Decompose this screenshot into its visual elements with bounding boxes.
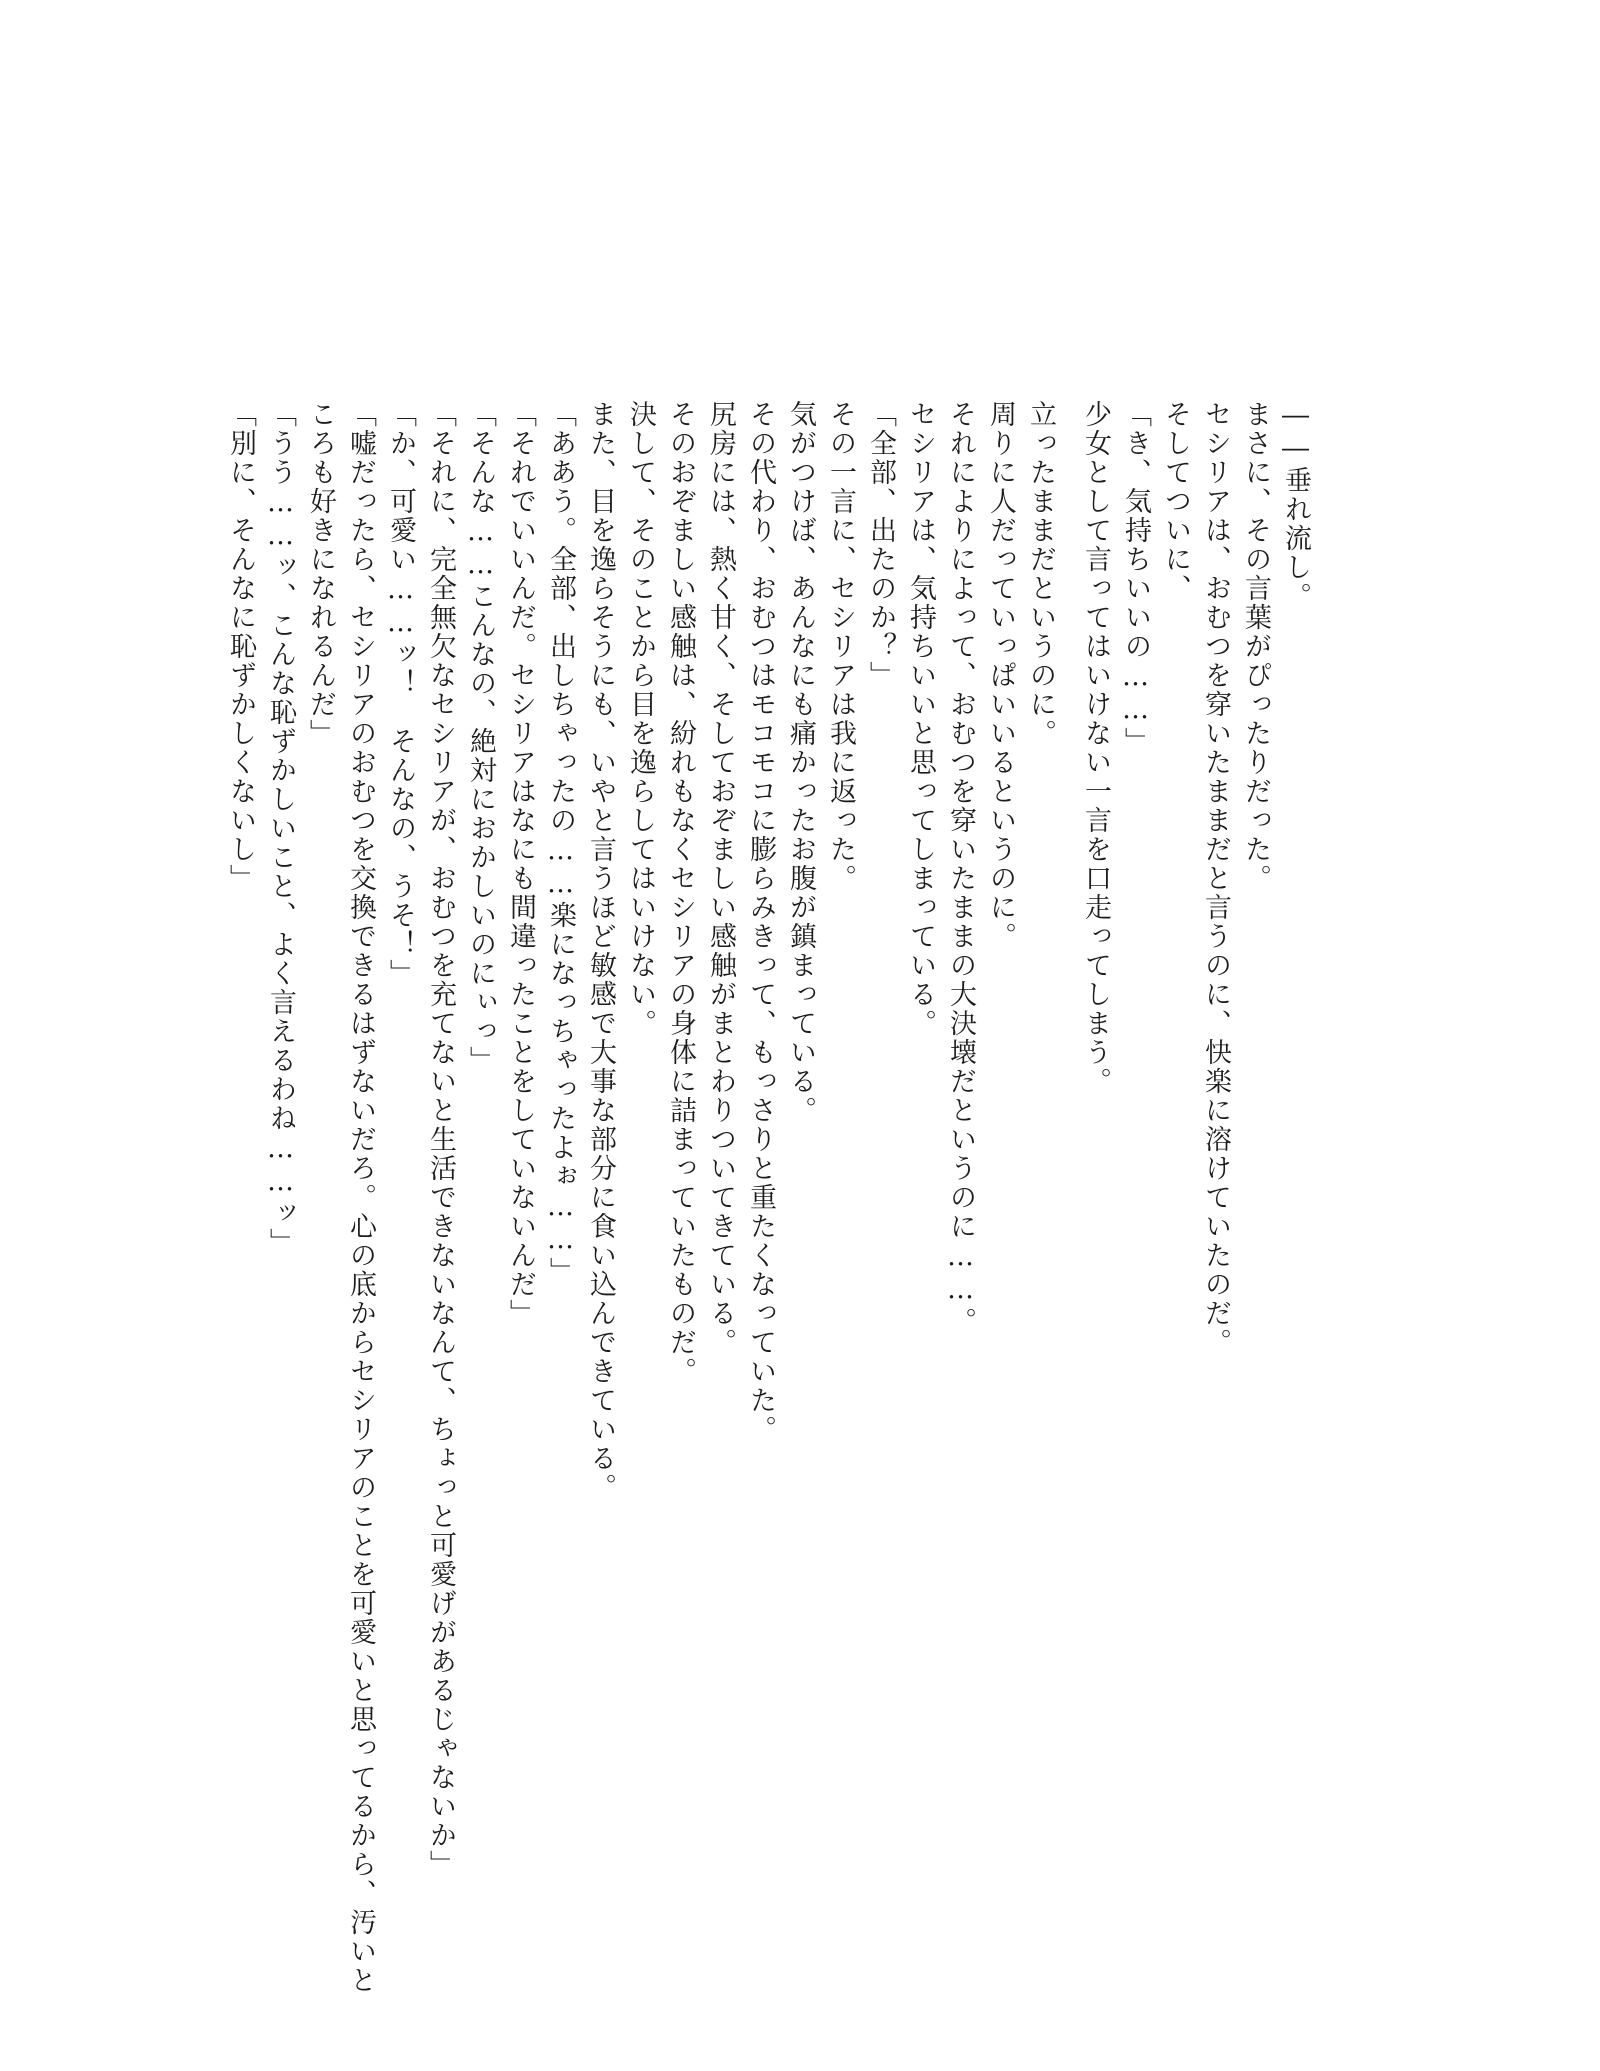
text-line: そのおぞましい感触は、紛れもなくセシリアの身体に詰まっていたものだ。	[665, 400, 696, 1386]
text-line: 決して、そのことから目を逸らしてはいけない。	[625, 400, 656, 1038]
text-line: 「ああう。全部、出しちゃったの……楽になっちゃったよぉ……」	[545, 400, 576, 1286]
text-line: 「それに、完全無欠なセシリアが、おむつを充てないと生活できないなんて、ちょっと可愛げがあるじゃないか」	[425, 400, 456, 1879]
text-line: セシリアは、おむつを穿いたままだと言うのに、快楽に溶けていたのだ。	[1200, 400, 1231, 1357]
text-line: 「うう……ッ、こんな恥ずかしいこと、よく言えるわね……ッ」	[265, 400, 296, 1257]
text-line: そしてついに、	[1160, 400, 1191, 603]
text-line: 「き、気持ちいいの……」	[1120, 400, 1151, 756]
text-line: その一言に、セシリアは我に返った。	[825, 400, 856, 893]
text-line: 尻房には、熱く甘く、そしておぞましい感触がまとわりついてきている。	[705, 400, 736, 1357]
text-line: その代わり、おむつはモコモコに膨らみきって、もっさりと重たくなっていた。	[745, 400, 776, 1444]
text-line: 「か、可愛い……ッ！ そんなの、うそ！」	[385, 400, 416, 988]
text-line: ころも好きになれるんだ」	[305, 400, 336, 748]
text-line: セシリアは、気持ちいいと思ってしまっている。	[905, 400, 936, 1038]
text-line: 「それでいいんだ。セシリアはなにも間違ったことをしていないんだ」	[505, 400, 536, 1328]
text-line: 「そんな……こんなの、絶対におかしいのにぃっ」	[465, 400, 496, 1075]
text-line: 立ったままだというのに。	[1025, 400, 1056, 748]
text-line: まさに、その言葉がぴったりだった。	[1240, 400, 1271, 893]
text-line: 少女として言ってはいけない一言を口走ってしまう。	[1080, 400, 1111, 1096]
text-line: それによりによって、おむつを穿いたままの大決壊だというのに……。	[945, 400, 976, 1336]
text-line: 周りに人だっていっぱいいるというのに。	[985, 400, 1016, 951]
text-line: また、目を逸らそうにも、いやと言うほど敏感で大事な部分に食い込んできている。	[585, 400, 616, 1502]
text-line: 「嘘だったら、セシリアのおむつを交換できるはずないだろ。心の底からセシリアのことを可愛いと思ってるから、汚いと	[345, 400, 376, 1995]
text-line: ――垂れ流し。	[1280, 400, 1311, 611]
text-line: 「全部、出たのか？」	[865, 400, 896, 690]
text-line: 気がつけば、あんなにも痛かったお腹が鎮まっている。	[785, 400, 816, 1125]
text-line: 「別に、そんなに恥ずかしくないし」	[225, 400, 256, 893]
